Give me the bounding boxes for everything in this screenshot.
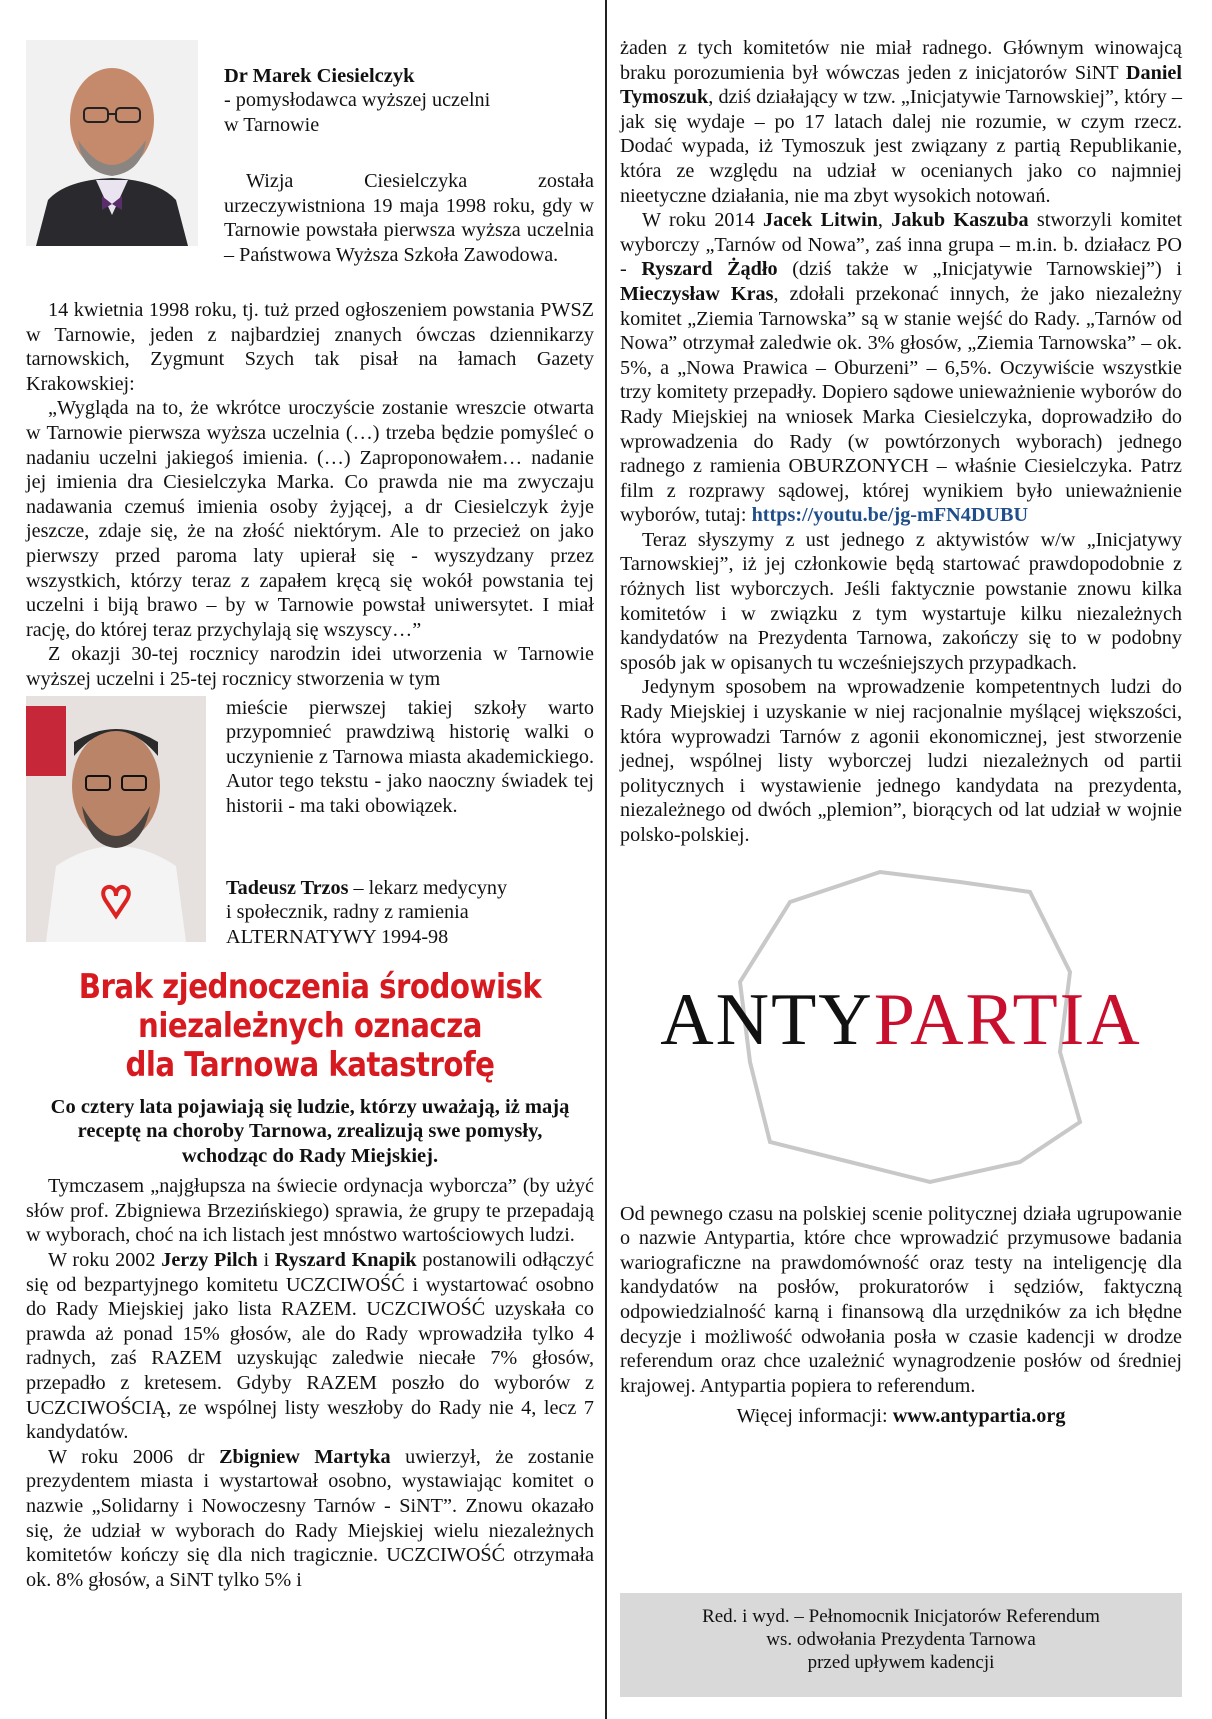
author-desc-line3: ALTERNATYWY 1994-98: [226, 925, 449, 948]
footer-line-3: przed upływem kadencji: [807, 1652, 995, 1673]
article-headline: [66, 968, 554, 1085]
paragraph-2006: W roku 2006 dr Zbigniew Martyka uwierzył, że zostanie prezydentem miasta i wystartował osobno, wystawiając komitet o nazwie „Solidarny i Nowoczesny Tarnów - SiNT”. Znowu okazało się, że udział w wyborach do Rady Miejskiej wielu niezależnych komitetów kończy się dla nich tragicznie. UCZCIWOŚĆ otrzymała ok. 8% głosów, a SiNT tylko 5% i: [26, 1445, 594, 1591]
author-desc-line1: – lekarz medycyny: [348, 876, 508, 899]
author-caption: [226, 876, 594, 950]
more-info-line: Więcej informacji: www.antypartia.org: [736, 1405, 1066, 1428]
quote-szych: „Wygląda na to, że wkrótce uroczyście zostanie wreszcie otwarta w Tarnowie pierwsza wyższa uczelnia (…) trzeba będzie pomyśleć o nadaniu uczelni jakiegoś imienia. (…) Zaproponowałem… nadanie jej imienia dra Ciesielczyka Marka. Co prawda nie ma zwyczaju nadawania czemuś imienia osoby żyjącej, a dr Ciesielczyk żyje jeszcze, zdaje się, że na złość niektórym. Ale to przecież on jako pierwszy przed paroma laty upierał się - wyszydzany przez wszystkich, którzy teraz z zapałem kręcą się wokół powstania tej uczelni i biją brawo – by w Tarnowie powstał uniwersytet. I miał rację, do której teraz przychylają się wszyscy…”: [26, 397, 594, 641]
author-desc-line2: i społecznik, radny z ramienia: [226, 901, 469, 924]
right-column: [620, 36, 1182, 1429]
paragraph-pwsz-announcement: 14 kwietnia 1998 roku, tj. tuż przed ogłoszeniem powstania PWSZ w Tarnowie, jeden z najbardziej znanych ówczas dziennikarzy tarnowskich, Zygmunt Szych tak pisał na łamach Gazety Krakowskiej:: [26, 299, 594, 395]
profile-header-trzos: [26, 696, 594, 946]
paragraph-inicjatywa: Teraz słyszymy z ust jednego z aktywistów w/w „Inicjatywy Tarnowskiej”, iż jej członkowie będą startować prawdopodobnie z różnych list wyborczych. Jeśli faktycznie powstanie znowu kilka komitetów i w związku z tym wystartuje kilku niezależnych kandydatów na Prezydenta Tarnowa, zakończy się to w podobny sposób jak w opisanych tu wcześniejszych przypadkach.: [620, 528, 1182, 674]
paragraph-anniversary-rest: mieście pierwszej takiej szkoły warto przypomnieć prawdziwą historię walki o uczynienie z Tarnowa miasta akademickiego. Autor tego tekstu - jako naoczny świadek tej historii - ma taki obowiązek.: [226, 696, 594, 817]
name-zbigniew-martyka: Zbigniew Martyka: [219, 1445, 391, 1468]
portrait-illustration: [26, 40, 198, 246]
paragraph-antypartia: Od pewnego czasu na polskiej scenie politycznej działa ugrupowanie o nazwie Antypartia, które chce wprowadzić przymusowe badania wariograficzne na prawdomówność oraz testy na inteligencję dla kandydatów na posłów, prokuratorów i sędziów, faktyczną odpowiedzialność karną i finansową dla urzędników za ich błędne decyzje i możliwość odwołania posła w czasie kadencji w drodze referendum oraz chce uzależnić wynagrodzenie posłów od średniej krajowej. Antypartia popiera to referendum.: [620, 1202, 1182, 1397]
antypartia-logo: [620, 862, 1182, 1202]
portrait-photo-ciesielczyk: [26, 40, 198, 246]
headline-line-2: niezależnych oznacza: [138, 1005, 482, 1046]
author-name: Tadeusz Trzos: [226, 876, 349, 899]
profile-caption-ciesielczyk: [224, 64, 594, 137]
name-mieczyslaw-kras: Mieczysław Kras: [620, 282, 774, 305]
headline-line-1: Brak zjednoczenia środowisk: [78, 966, 542, 1007]
headline-line-3: dla Tarnowa katastrofę: [125, 1044, 495, 1085]
name-jakub-kaszuba: Jakub Kaszuba: [891, 209, 1029, 232]
profile-role-line1: - pomysłodawca wyższej uczelni: [224, 89, 491, 111]
name-ryszard-zadlo: Ryszard Żądło: [641, 258, 778, 281]
profile-header-ciesielczyk: [26, 36, 594, 298]
left-column: [26, 36, 594, 1592]
antypartia-website-link[interactable]: www.antypartia.org: [892, 1405, 1066, 1428]
paragraph-anniversary-start: Z okazji 30-tej rocznicy narodzin idei utworzenia w Tarnowie wyższej uczelni i 25-tej rocznicy stworzenia w tym: [26, 643, 594, 690]
antypartia-wordmark: ANTYPARTIA: [660, 978, 1142, 1061]
column-divider: [605, 0, 607, 1719]
paragraph-2014: W roku 2014 Jacek Litwin, Jakub Kaszuba stworzyli komitet wyborczy „Tarnów od Nowa”, zaś inna grupa – m.in. b. działacz PO - Ryszard Żądło (dziś także w „Inicjatywie Tarnowskiej”) i Mieczysław Kras, zdołali przekonać innych, że jako niezależny komitet „Ziemia Tarnowska” są w stanie wejść do Rady. „Tarnów od Nowa” otrzymał zaledwie ok. 3% głosów, „Ziemia Tarnowska” – ok. 5%, a „Nowa Prawica – Oburzeni” – 6,5%. Oczywiście wszystkie trzy komitety przepadły. Dopiero sądowe unieważnienie wyborów do Rady Miejskiej na wniosek Marka Ciesielczyka, doprowadziło do wprowadzenia do Rady (w powtórzonych wyborach) jednego radnego z ramienia OBURZONYCH – właśnie Ciesielczyka. Patrz film z rozprawy sądowej, której wynikiem było unieważnienie wyborów, tutaj: https://youtu.be/jg-mFN4DUBU: [620, 209, 1183, 527]
name-jacek-litwin: Jacek Litwin: [763, 209, 878, 232]
paragraph-tymoszuk: żaden z tych komitetów nie miał radnego. Głównym winowajcą braku porozumienia był wówczas jeden z inicjatorów SiNT Daniel Tymoszuk, dziś działający w tzw. „Inicjatywie Tarnowskiej”, który – jak się wydaje – po 17 latach dalej nie rozumie, w czym rzecz. Dodać wypada, iż Tymoszuk jest związany z partią Republikanie, która ze względu na udział w ocenianych jako co najmniej nieetyczne działania, nie ma zbyt wysokich notowań.: [620, 37, 1182, 207]
publisher-footer: [620, 1593, 1182, 1697]
paragraph-2002: W roku 2002 Jerzy Pilch i Ryszard Knapik postanowili odłączyć się od bezpartyjnego komitetu UCZCIWOŚĆ i wystartować osobno do Rady Miejskiej jako lista RAZEM. UCZCIWOŚĆ uzyskała co prawda aż ponad 15% głosów, ale do Rady wprowadziła tylko 4 radnych, zaś RAZEM uzyskując zaledwie niecałe 7% głosów, przepadło z kretesem. Gdyby RAZEM poszło do wyborów z UCZCIWOŚCIĄ, ze wspólnej listy weszłoby do Rady nie 4, lecz 7 kandydatów.: [26, 1249, 595, 1444]
profile-role-line2: w Tarnowie: [224, 113, 320, 136]
portrait-photo-trzos: [26, 696, 206, 942]
footer-line-2: ws. odwołania Prezydenta Tarnowa: [766, 1629, 1036, 1650]
youtube-link[interactable]: https://youtu.be/jg-mFN4DUBU: [751, 504, 1029, 527]
intro-paragraph: Wizja Ciesielczyka została urzeczywistniona 19 maja 1998 roku, gdy w Tarnowie powstała pierwsza wyższa uczelnia – Państwowa Wyższa Szkoła Zawodowa.: [224, 170, 594, 266]
name-daniel-tymoszuk: Daniel Tymoszuk: [620, 61, 1182, 109]
name-ryszard-knapik: Ryszard Knapik: [274, 1249, 417, 1272]
profile-name: Dr Marek Ciesielczyk: [224, 65, 415, 87]
portrait-illustration-trzos: [26, 696, 206, 942]
footer-line-1: Red. i wyd. – Pełnomocnik Inicjatorów Referendum: [702, 1606, 1100, 1627]
article-lead: Co cztery lata pojawiają się ludzie, którzy uważają, iż mają receptę na choroby Tarnowa, zrealizują swe pomysły, wchodząc do Rady Miejskiej.: [50, 1095, 570, 1167]
paragraph-jedynym-sposobem: Jedynym sposobem na wprowadzenie kompetentnych ludzi do Rady Miejskiej i uzyskanie w niej racjonalnie myślącej większości, która wyprowadzi Tarnów z agonii ekonomicznej, jest stworzenie jednej, wspólnej listy wyborczej ludzi niezależnych od partii politycznych i wystawienie jednego kandydata na prezydenta, niezależnego od dwóch „plemion”, biorących od lat udział w wojnie polsko-polskiej.: [620, 676, 1182, 846]
paragraph-ordynacja: Tymczasem „najgłupsza na świecie ordynacja wyborcza” (by użyć słów prof. Zbigniewa Brzezińskiego) sprawia, że grupy te przepadają w wyborach, choć na ich listach jest mnóstwo wartościowych ludzi.: [26, 1175, 594, 1247]
name-jerzy-pilch: Jerzy Pilch: [161, 1249, 258, 1272]
